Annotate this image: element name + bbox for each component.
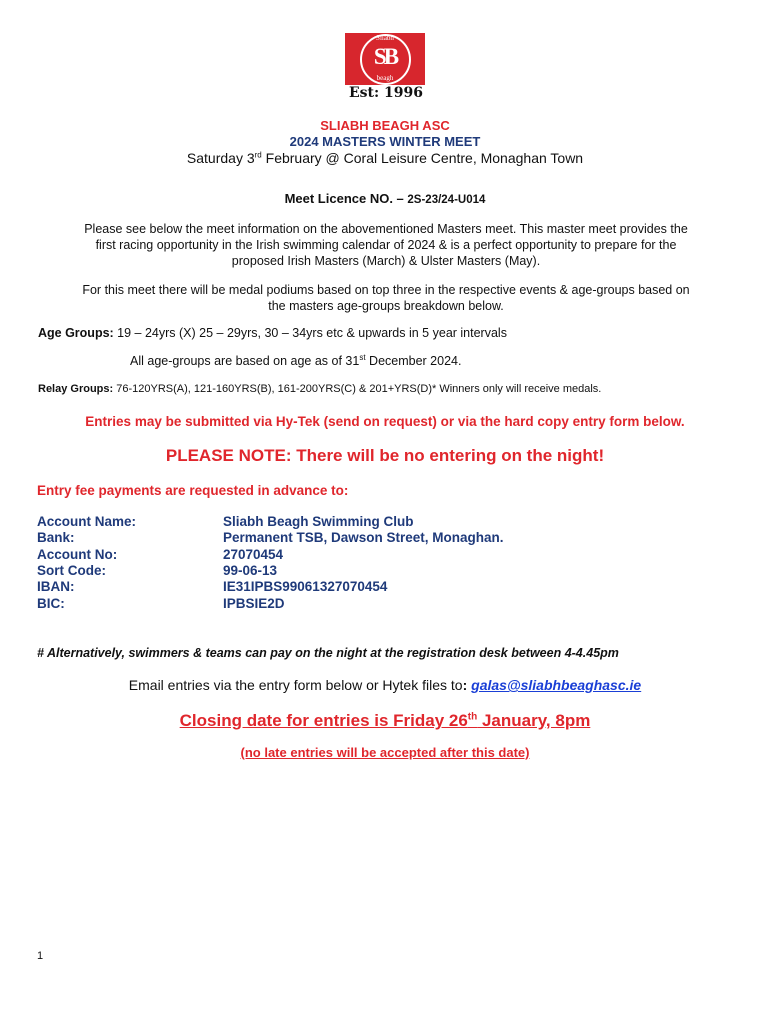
club-name: SLIABH BEAGH ASC <box>320 118 450 133</box>
age-groups-note: All age-groups are based on age as of 31st December 2024. <box>130 352 462 368</box>
entries-note: Entries may be submitted via Hy-Tek (send on request) or via the hard copy entry form below. <box>85 414 685 429</box>
account-name-label: Account Name: <box>37 514 137 529</box>
iban-label: IBAN: <box>37 579 75 595</box>
fee-heading: Entry fee payments are requested in advance to: <box>37 483 349 498</box>
intro-paragraph: Please see below the meet information on the abovementioned Masters meet. This master meet provides the first racing opportunity in the Irish swimming calendar of 2024 & is a perfect opportunity to prepare for the proposed Irish Masters (March) & Ulster Masters (May). <box>84 222 688 268</box>
logo-monogram: SB <box>373 44 397 69</box>
account-name-value: Sliabh Beagh Swimming Club <box>223 514 414 529</box>
email-entries: Email entries via the entry form below or Hytek files to: galas@sliabhbeaghasc.ie <box>128 677 642 693</box>
iban-value: IE31IPBS99061327070454 <box>223 579 388 595</box>
bic-label: BIC: <box>37 595 65 611</box>
meet-licence: Meet Licence NO. – 2S-23/24-U014 <box>284 191 486 206</box>
bic-value: IPBSIE2D <box>223 595 285 611</box>
meet-date-venue: Saturday 3rd February @ Coral Leisure Centre, Monaghan Town <box>186 150 584 166</box>
sort-code-label: Sort Code: <box>37 562 106 578</box>
closing-date: Closing date for entries is Friday 26th January, 8pm <box>179 711 591 730</box>
alternative-payment: # Alternatively, swimmers & teams can pay on the night at the registration desk between 4-4.45pm <box>37 646 619 660</box>
logo-bottom-text: beagh <box>376 74 394 82</box>
logo-top-text: Sliabh <box>376 34 394 42</box>
no-late-entries: (no late entries will be accepted after this date) <box>240 745 530 760</box>
please-note: PLEASE NOTE: There will be no entering on the night! <box>165 446 605 465</box>
meet-title: 2024 MASTERS WINTER MEET <box>289 134 481 149</box>
page-number: 1 <box>37 950 44 962</box>
relay-groups: Relay Groups: 76-120YRS(A), 121-160YRS(B), 161-200YRS(C) & 201+YRS(D)* Winners only will receive medals. <box>38 383 602 395</box>
bank-value: Permanent TSB, Dawson Street, Monaghan. <box>223 530 504 546</box>
club-logo <box>345 33 425 85</box>
account-number-value: 27070454 <box>223 546 284 562</box>
podium-paragraph: For this meet there will be medal podiums based on top three in the respective events & age-groups based on the masters age-groups breakdown below. <box>82 283 690 313</box>
age-groups: Age Groups: 19 – 24yrs (X) 25 – 29yrs, 30 – 34yrs etc & upwards in 5 year intervals <box>38 326 507 340</box>
established-year: Est: 1996 <box>348 85 424 101</box>
account-number-label: Account No: <box>37 546 118 562</box>
bank-label: Bank: <box>37 530 75 546</box>
email-link[interactable]: galas@sliabhbeaghasc.ie <box>471 677 642 693</box>
sort-code-value: 99-06-13 <box>223 562 278 578</box>
